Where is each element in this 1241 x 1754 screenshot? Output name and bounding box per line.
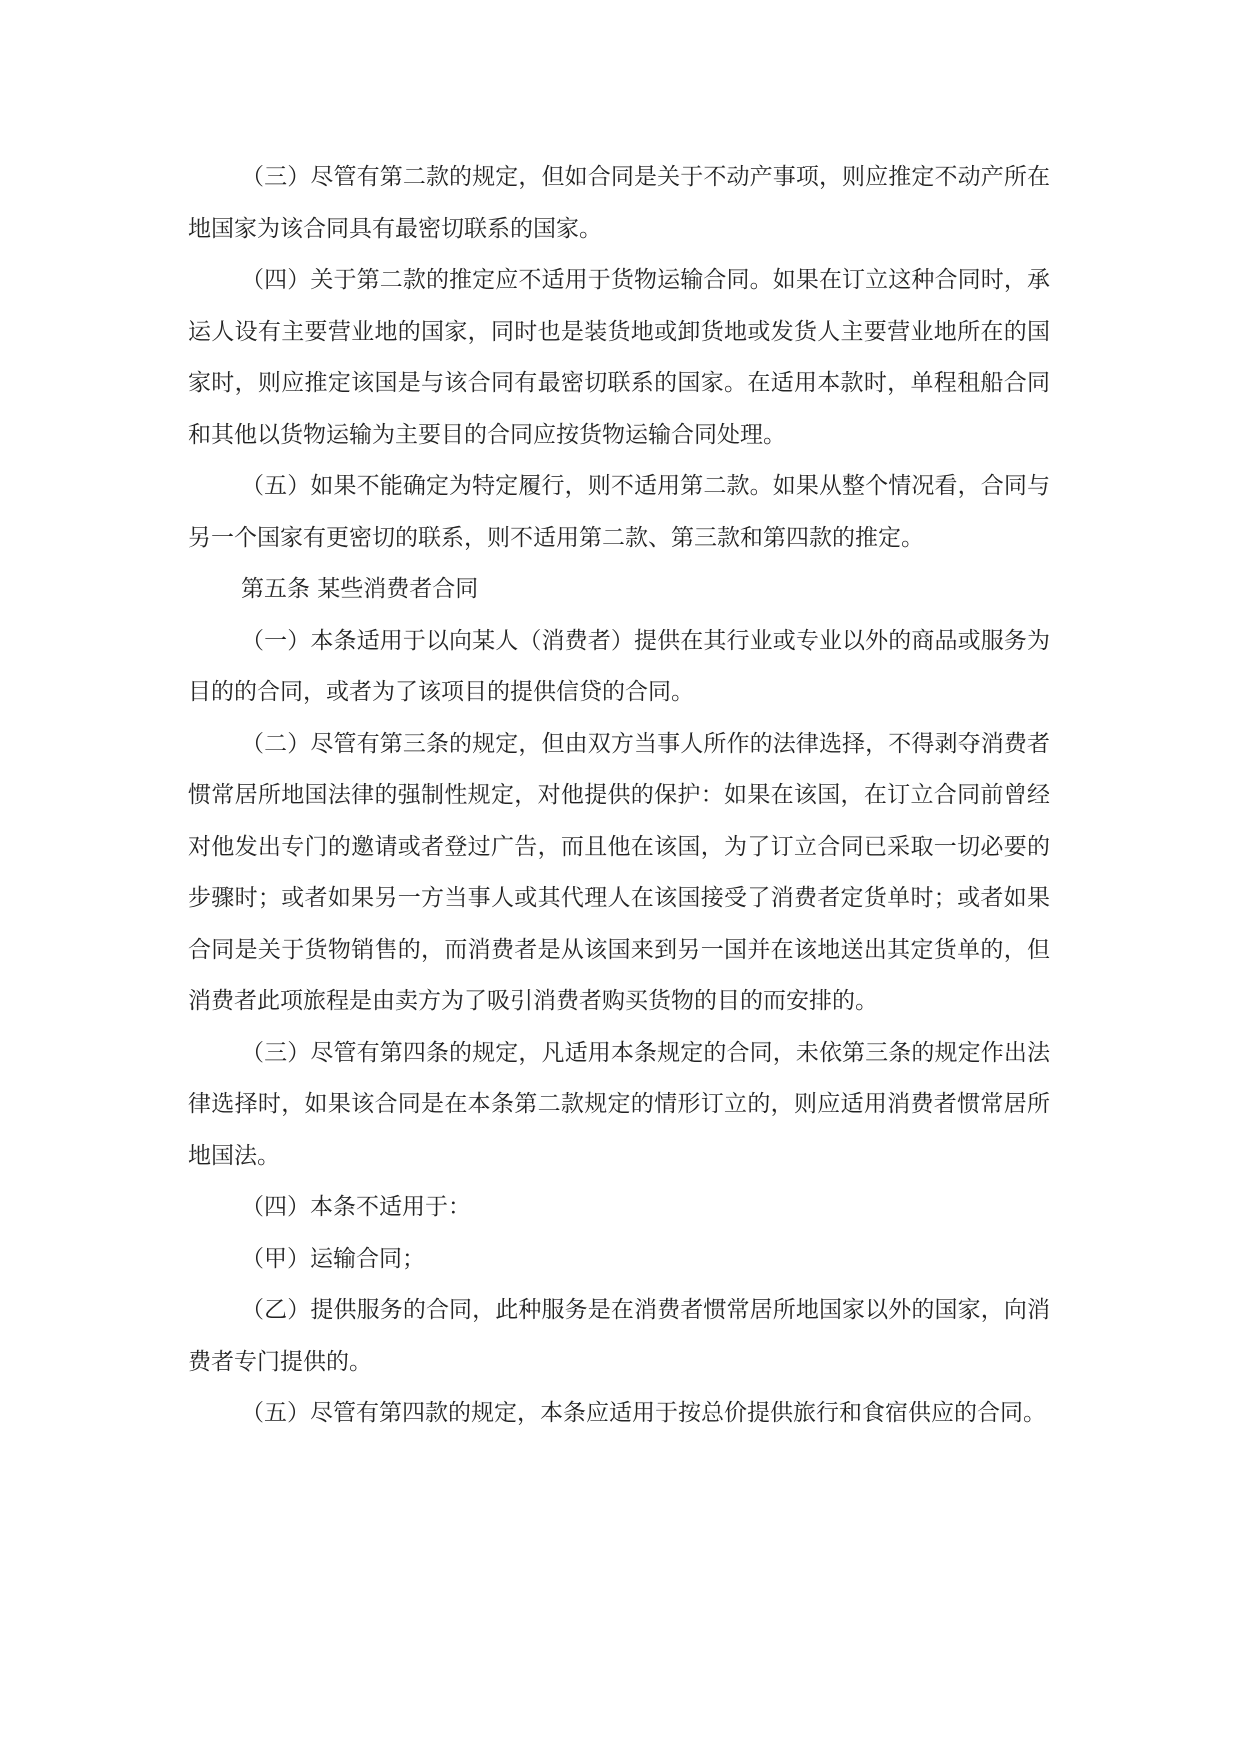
paragraph-article5-clause1: （一）本条适用于以向某人（消费者）提供在其行业或专业以外的商品或服务为目的的合同，或者为了该项目的提供信贷的合同。 [188,627,1050,705]
paragraph-article4-clause3: （三）尽管有第二款的规定，但如合同是关于不动产事项，则应推定不动产所在地国家为该合同具有最密切联系的国家。 [188,164,1050,242]
paragraph-article4-clause4: （四）关于第二款的推定应不适用于货物运输合同。如果在订立这种合同时，承运人设有主要营业地的国家，同时也是装货地或卸货地或发货人主要营业地所在的国家时，则应推定该国是与该合同有最密切联系的国家。在适用本款时，单程租船合同和其他以货物运输为主要目的合同应按货物运输合同处理。 [188,267,1050,448]
paragraph-article4-clause5: （五）如果不能确定为特定履行，则不适用第二款。如果从整个情况看，合同与另一个国家有更密切的联系，则不适用第二款、第三款和第四款的推定。 [188,473,1050,551]
article5-heading: 第五条 某些消费者合同 [241,576,479,602]
paragraph-article5-clause4-item-a: （甲）运输合同； [241,1245,425,1272]
paragraph-article5-clause4: （四）本条不适用于： [241,1194,471,1220]
paragraph-article5-clause3: （三）尽管有第四条的规定，凡适用本条规定的合同，未依第三条的规定作出法律选择时，如果该合同是在本条第二款规定的情形订立的，则应适用消费者惯常居所地国法。 [188,1039,1050,1169]
paragraph-article5-clause2: （二）尽管有第三条的规定，但由双方当事人所作的法律选择，不得剥夺消费者惯常居所地国法律的强制性规定，对他提供的保护：如果在该国，在订立合同前曾经对他发出专门的邀请或者登过广告，而且他在该国，为了订立合同已采取一切必要的步骤时；或者如果另一方当事人或其代理人在该国接受了消费者定货单时；或者如果合同是关于货物销售的，而消费者是从该国来到另一国并在该地送出其定货单的，但消费者此项旅程是由卖方为了吸引消费者购买货物的目的而安排的。 [188,730,1050,1014]
document-body [188,152,1050,1440]
paragraph-article5-clause4-item-b: （乙）提供服务的合同，此种服务是在消费者惯常居所地国家以外的国家，向消费者专门提供的。 [188,1297,1050,1375]
paragraph-article5-clause5: （五）尽管有第四款的规定，本条应适用于按总价提供旅行和食宿供应的合同。 [241,1400,1046,1426]
